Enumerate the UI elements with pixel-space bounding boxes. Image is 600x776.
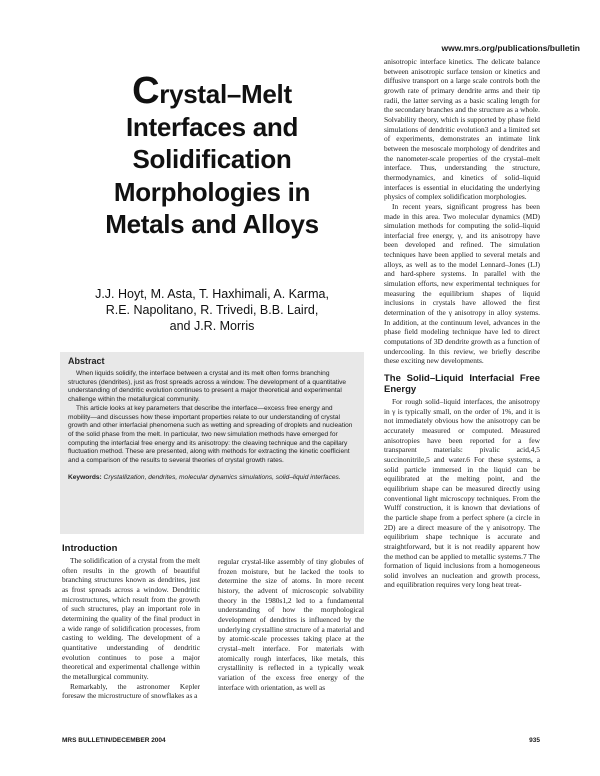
journal-url[interactable]: www.mrs.org/publications/bulletin: [441, 43, 580, 53]
article-title: [62, 70, 362, 241]
body-column-2: [218, 557, 364, 692]
title-line-4: Morphologies in: [113, 176, 311, 207]
title-drop-cap: C: [132, 70, 160, 112]
title-line-3: Solidification: [132, 144, 292, 174]
author-list: [62, 286, 362, 334]
abstract-paragraph-1: When liquids solidify, the interface between a crystal and its melt often forms branching structures (dendrites), just as frost spreads across a window. The development of a quantitative understanding of dendritic evolution continues to present a major theoretical and experimental challenge within the metallurgical community.: [68, 370, 347, 404]
authors-line-3: and J.R. Morris: [169, 319, 255, 333]
body-column-1: [62, 543, 200, 701]
keywords-text: Crystallization, dendrites, molecular dynamics simulations, solid–liquid interfaces.: [101, 473, 341, 481]
column-3-paragraph-2: In recent years, significant progress has been made in this area. Two molecular dynamics (MD) simulation methods for computing the solid–liquid interfacial free energy, γ, and its anisotropy have been developed and refined. The simulation techniques have been applied to several metals and alloys, as well as to the model Lennard–Jones (LJ) and hard-sphere systems. In parallel with the simulation efforts, new experimental techniques for measuring the equilibrium shapes of liquid inclusions in crystals have allowed the first determination of the γ anisotropy in alloy systems. In addition, at the continuum level, advances in the phase field modeling technique have led to direct computations of 3D dendrite growth as a function of undercooling. In this review, we briefly describe these exciting new developments.: [384, 201, 540, 366]
footer-journal-issue: MRS BULLETIN/DECEMBER 2004: [62, 737, 166, 744]
section-heading-interfacial-energy: The Solid–Liquid Interfacial Free Energy: [384, 373, 540, 395]
column-3-paragraph-3: For rough solid–liquid interfaces, the anisotropy in γ is typically small, on the order of 1%, and it is not immediately obvious how the anisotropy can be accurately measured or computed. Measured anisotropies have been reported for a few transparent materials: pivalic acid,4,5 succinonitrile,5 and water.6 For these systems, a solid particle immersed in the liquid can be equilibrated at the melting point, and the equilibrium shape can be measured directly using conventional light microscopy techniques. From the Wulff construction, it is known that deviations of the particle shape from a perfect sphere (a circle in 2D) are a direct measure of the γ anisotropy. The equilibrium shape technique is accurate and straightforward, but it is not readily apparent how the method can be applied to metallic systems.7 The formation of liquid inclusions from a homogeneous solid involves an nucleation and growth process, and equilibration requires very long heat treat-: [384, 397, 540, 590]
abstract-paragraph-2: This article looks at key parameters that describe the interface—excess free energy and mobility—and discusses how these important properties relate to our understanding of crystal growth and other interfacial phenomena such as wetting and spreading of droplets and nucleation of the solid phase from the melt. In particular, two new simulation methods have emerged for computing the interfacial free energy and its anisotropy: the cleaving technique and the capillary fluctuation method. These are presented, along with methods for extracting the kinetic coefficient and a comparison of the results to several theories of crystal growth rates.: [68, 404, 353, 465]
keywords-label: Keywords:: [68, 473, 102, 481]
column-2-paragraph: regular crystal-like assembly of tiny globules of frozen moisture, but he lacked the tools to determine the size of atoms. In more recent history, the advent of microscopic solvability theory in the 1980s1,2 led to a fundamental understanding of how the morphological development of dendrites is influenced by the underlying crystalline structure of a material and by atomic-scale processes taking place at the crystal–melt interface. For materials with atomically rough interfaces, like metals, this crystallinity is reflected in a typically weak variation of the excess free energy of the interface with orientation, as well as: [218, 557, 364, 692]
title-line-2: Interfaces and: [125, 111, 299, 142]
intro-heading: Introduction: [62, 543, 118, 554]
title-line-1: rystal–Melt: [159, 79, 292, 109]
page-number: 935: [529, 737, 540, 744]
abstract-keywords: [68, 474, 356, 483]
abstract-heading: Abstract: [68, 356, 105, 366]
authors-line-2: R.E. Napolitano, R. Trivedi, B.B. Laird,: [105, 303, 319, 317]
body-column-3: [384, 57, 540, 590]
title-line-5: Metals and Alloys: [105, 209, 319, 239]
intro-paragraph-1: The solidification of a crystal from the melt often results in the growth of beautiful branching structures known as dendrites, just as frost spreads across a window. Dendritic microstructures, which result from the growth of such structures, play an important role in determining the quality of the final product in a wide range of solidification processes, from casting to welding. The development of a quantitative understanding of dendritic evolution continues to pose a major theoretical and experimental challenge within the metallurgical community.: [62, 556, 200, 681]
abstract-box: [60, 352, 364, 534]
column-3-paragraph-1: anisotropic interface kinetics. The delicate balance between anisotropic surface tension or kinetics and diffusive transport on a large scale controls both the growth rate of primary dendrite arms and their tip radii, the latter serving as a basic scaling length for the secondary branches and the structure as a whole. Solvability theory, which is supported by phase field simulations of dendritic evolution3 and a limited set of experiments, demonstrates an intimate link between the mesoscale morphology of dendrites and the nanometer-scale properties of the crystal–melt interface. Thus, understanding the structure, thermodynamics, and kinetics of solid–liquid interfaces is essential in elucidating the underlying physics of complex solidification morphologies.: [384, 57, 540, 202]
intro-paragraph-2: Remarkably, the astronomer Kepler foresaw the microstructure of snowflakes as a: [62, 681, 200, 701]
authors-line-1: J.J. Hoyt, M. Asta, T. Haxhimali, A. Karma,: [95, 287, 329, 301]
